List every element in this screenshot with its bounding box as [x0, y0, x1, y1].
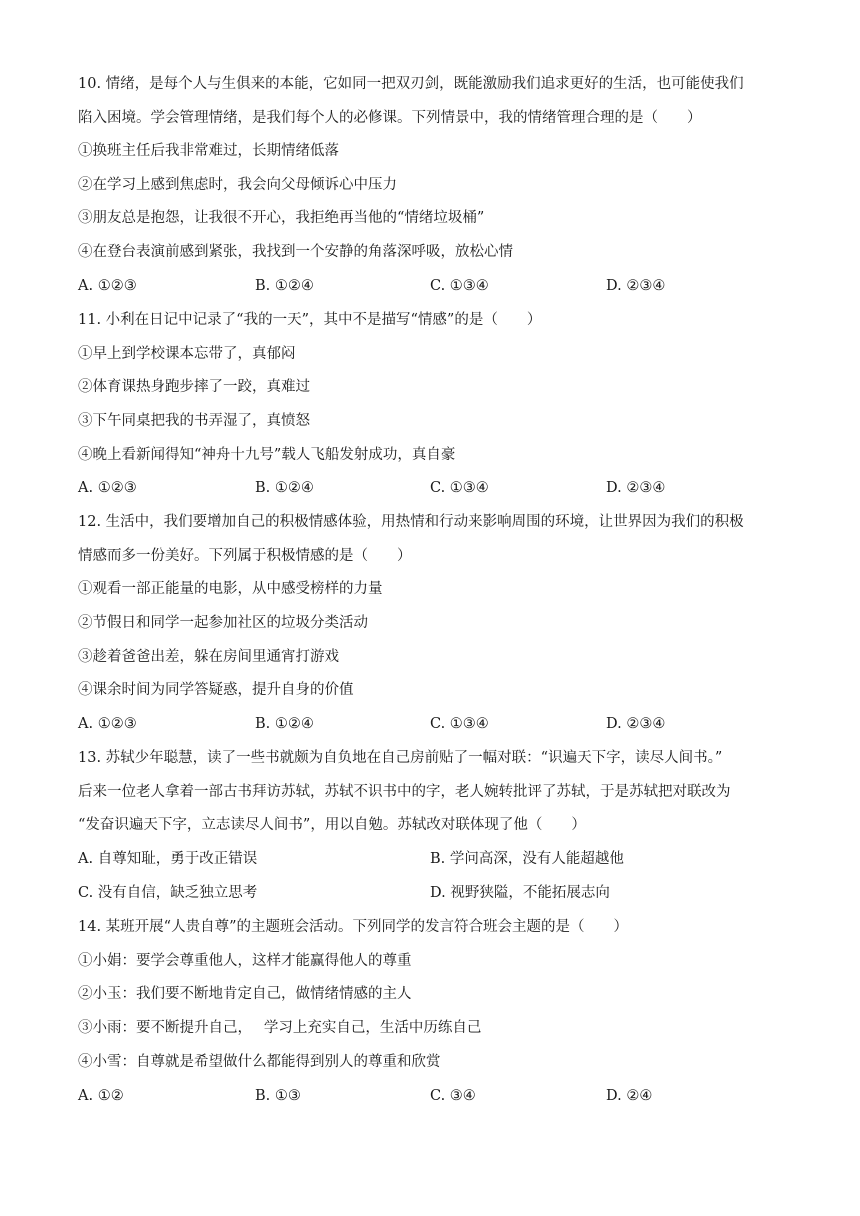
question-14-option-c[interactable]: C. ③④	[430, 1088, 476, 1104]
question-11-stem-line-1: 11. 小利在日记中记录了“我的一天”，其中不是描写“情感”的是（ ）	[78, 312, 542, 328]
question-10-option-b[interactable]: B. ①②④	[255, 278, 314, 294]
question-12-item-4: ④课余时间为同学答疑惑，提升自身的价值	[78, 682, 354, 698]
question-14-stem-line-1: 14. 某班开展“人贵自尊”的主题班会活动。下列同学的发言符合班会主题的是（ ）	[78, 919, 628, 935]
question-13-stem-line-3: “发奋识遍天下字，立志读尽人间书”，用以自勉。苏轼改对联体现了他（ ）	[78, 817, 586, 833]
question-10-option-c[interactable]: C. ①③④	[430, 278, 489, 294]
question-13-stem-line-2: 后来一位老人拿着一部古书拜访苏轼，苏轼不识书中的字，老人婉转批评了苏轼，于是苏轼把对联改为	[78, 784, 731, 800]
question-12-stem-line-2: 情感而多一份美好。下列属于积极情感的是（ ）	[78, 548, 412, 564]
question-13-option-b[interactable]: B. 学问高深，没有人能超越他	[430, 851, 624, 867]
question-13-option-a[interactable]: A. 自尊知耻，勇于改正错误	[78, 851, 258, 867]
question-13-stem-line-1: 13. 苏轼少年聪慧，读了一些书就颇为自负地在自己房前贴了一幅对联：“识遍天下字，读尽人间书。”	[78, 750, 723, 766]
question-12-item-1: ①观看一部正能量的电影，从中感受榜样的力量	[78, 581, 383, 597]
question-10-option-d[interactable]: D. ②③④	[606, 278, 666, 294]
question-12-stem-line-1: 12. 生活中，我们要增加自己的积极情感体验，用热情和行动来影响周围的环境，让世界因为我们的积极	[78, 514, 744, 530]
question-11-item-4: ④晚上看新闻得知“神舟十九号”载人飞船发射成功，真自豪	[78, 447, 456, 463]
question-10-option-a[interactable]: A. ①②③	[78, 278, 137, 294]
question-12-option-c[interactable]: C. ①③④	[430, 716, 489, 732]
question-12-option-d[interactable]: D. ②③④	[606, 716, 666, 732]
question-10-stem-line-1: 10. 情绪，是每个人与生俱来的本能，它如同一把双刃剑，既能激励我们追求更好的生活，也可能使我们	[78, 76, 744, 92]
question-14-option-b[interactable]: B. ①③	[255, 1088, 301, 1104]
question-11-item-3: ③下午同桌把我的书弄湿了，真愤怒	[78, 413, 310, 429]
question-11-option-c[interactable]: C. ①③④	[430, 480, 489, 496]
question-12-option-b[interactable]: B. ①②④	[255, 716, 314, 732]
question-14-option-d[interactable]: D. ②④	[606, 1088, 653, 1104]
question-11-option-a[interactable]: A. ①②③	[78, 480, 137, 496]
question-10-item-1: ①换班主任后我非常难过，长期情绪低落	[78, 143, 339, 159]
question-11-item-2: ②体育课热身跑步摔了一跤，真难过	[78, 379, 310, 395]
question-11-option-d[interactable]: D. ②③④	[606, 480, 666, 496]
question-14-item-1: ①小娟：要学会尊重他人，这样才能赢得他人的尊重	[78, 953, 412, 969]
question-12-item-3: ③趁着爸爸出差，躲在房间里通宵打游戏	[78, 649, 339, 665]
question-14-item-4: ④小雪：自尊就是希望做什么都能得到别人的尊重和欣赏	[78, 1054, 441, 1070]
question-10-item-4: ④在登台表演前感到紧张，我找到一个安静的角落深呼吸，放松心情	[78, 244, 513, 260]
question-13-option-d[interactable]: D. 视野狭隘，不能拓展志向	[430, 885, 610, 901]
question-10-item-2: ②在学习上感到焦虑时，我会向父母倾诉心中压力	[78, 177, 397, 193]
question-10-item-3: ③朋友总是抱怨，让我很不开心，我拒绝再当他的“情绪垃圾桶”	[78, 210, 485, 226]
question-14-item-2: ②小玉：我们要不断地肯定自己，做情绪情感的主人	[78, 986, 412, 1002]
question-14-item-3: ③小雨：要不断提升自己， 学习上充实自己，生活中历练自己	[78, 1020, 482, 1036]
question-12-item-2: ②节假日和同学一起参加社区的垃圾分类活动	[78, 615, 368, 631]
question-13-option-c[interactable]: C. 没有自信，缺乏独立思考	[78, 885, 258, 901]
question-14-option-a[interactable]: A. ①②	[78, 1088, 124, 1104]
question-11-option-b[interactable]: B. ①②④	[255, 480, 314, 496]
question-10-stem-line-2: 陷入困境。学会管理情绪，是我们每个人的必修课。下列情景中，我的情绪管理合理的是（ ）	[78, 110, 702, 126]
question-12-option-a[interactable]: A. ①②③	[78, 716, 137, 732]
question-11-item-1: ①早上到学校课本忘带了，真郁闷	[78, 346, 296, 362]
